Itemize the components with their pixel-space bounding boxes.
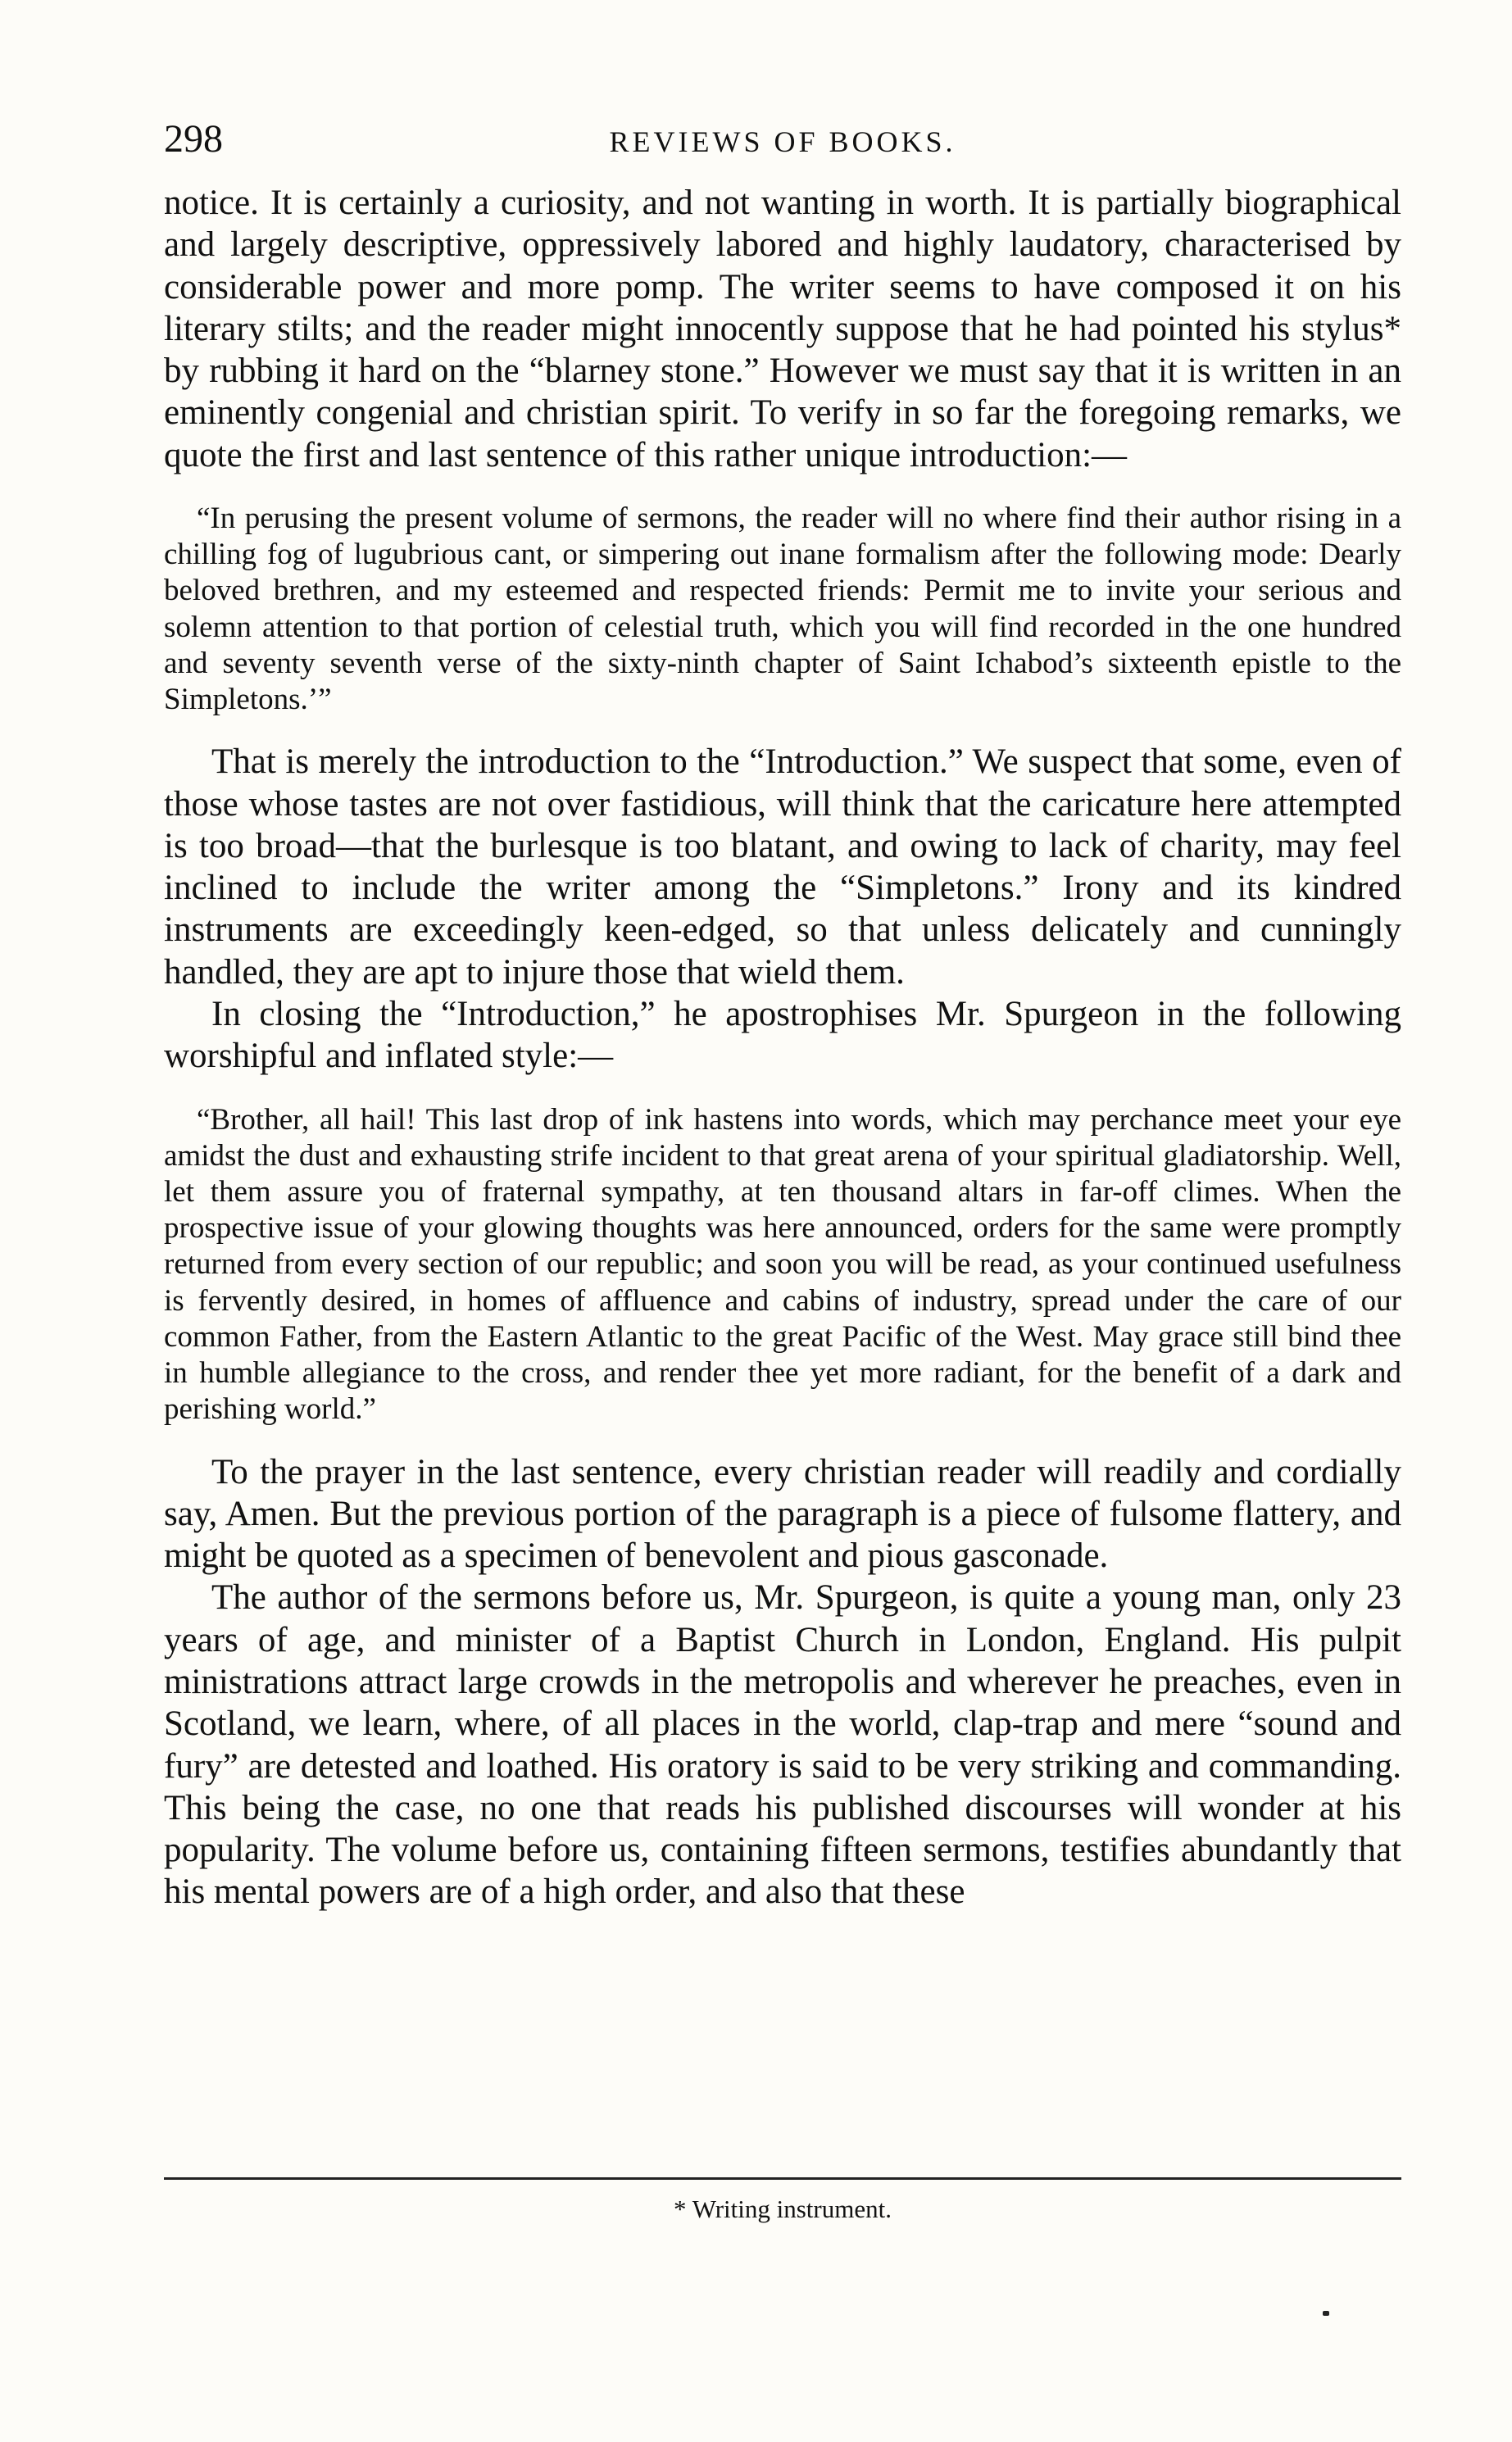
running-head: REVIEWS OF BOOKS. xyxy=(609,125,956,158)
quote-2-text: “Brother, all hail! This last drop of ink hastens into words, which may perchance meet your eye amidst the dust and exhausting strife incident to that great arena of your spiritual gladiatorship. Well, let them assure you of fraternal sympathy, at ten thousand altars in far-off climes. When the prospective issue of your glowing thoughts was here announced, orders for the same were promptly returned from every section of our republic; and soon you will be read, as your continued usefulness is fervently desired, in homes of affluence and cabins of industry, spread under the care of our common Father, from the Eastern Atlantic to the great Pacific of the West. May grace still bind thee in humble allegiance to the cross, and render thee yet more radiant, for the benefit of a dark and perishing world.” xyxy=(164,1102,1401,1427)
block-quote-2 xyxy=(164,1102,1401,1428)
paragraph-3: In closing the “Introduction,” he apostrophises Mr. Spurgeon in the following worshipful and inflated style:— xyxy=(164,995,1401,1076)
paragraph-1: notice. It is certainly a curiosity, and not wanting in worth. It is partially biographical and largely descriptive, oppressively labored and highly laudatory, characterised by considerable power and more pomp. The writer seems to have composed it on his literary stilts; and the reader might innocently suppose that he had pointed his stylus* by rubbing it hard on the “blarney stone.” However we must say that it is written in an eminently congenial and christian spirit. To verify in so far the foregoing remarks, we quote the first and last sentence of this rather unique introduction:— xyxy=(164,184,1401,474)
quote-1-text: “In perusing the present volume of sermons, the reader will no where find their author rising in a chilling fog of lugubrious cant, or simpering out inane formalism after the following mode: Dearly beloved brethren, and my esteemed and respected friends: Permit me to invite your serious and solemn attention to that portion of celestial truth, which you will find recorded in the one hundred and seventy seventh verse of the sixty-ninth chapter of Saint Ichabod’s sixteenth epistle to the Simpletons.’” xyxy=(164,502,1401,717)
paragraph-2: That is merely the introduction to the “Introduction.” We suspect that some, even of those whose tastes are not over fastidious, will think that the caricature here attempted is too broad—that the burlesque is too blatant, and owing to lack of charity, may feel inclined to include the writer among the “Simpletons.” Irony and its kindred instruments are exceedingly keen-edged, so that unless delicately and cunningly handled, they are apt to injure those that wield them. xyxy=(164,742,1401,992)
footnote-rule xyxy=(164,2177,1401,2180)
page-header xyxy=(164,116,1401,162)
ink-speck xyxy=(1323,2311,1329,2316)
paragraph-5: The author of the sermons before us, Mr. Spurgeon, is quite a young man, only 23 years of age, and minister of a Baptist Church in London, England. His pulpit ministrations attract large crowds in the metropolis and wherever he preaches, even in Scotland, we learn, where, of all places in the world, clap-trap and mere “sound and fury” are detested and loathed. His oratory is said to be very striking and commanding. This being the case, no one that reads his published discourses will wonder at his popularity. The volume before us, containing fifteen sermons, testifies abundantly that his mental powers are of a high order, and also that these xyxy=(164,1578,1401,1912)
block-quote-1 xyxy=(164,501,1401,718)
page-number: 298 xyxy=(164,117,223,161)
paragraph-4: To the prayer in the last sentence, every christian reader will readily and cordially say, Amen. But the previous portion of the paragraph is a piece of fulsome flattery, and might be quoted as a specimen of benevolent and pious gasconade. xyxy=(164,1452,1401,1576)
body-text xyxy=(164,182,1401,1913)
footnote: * Writing instrument. xyxy=(674,2195,892,2223)
